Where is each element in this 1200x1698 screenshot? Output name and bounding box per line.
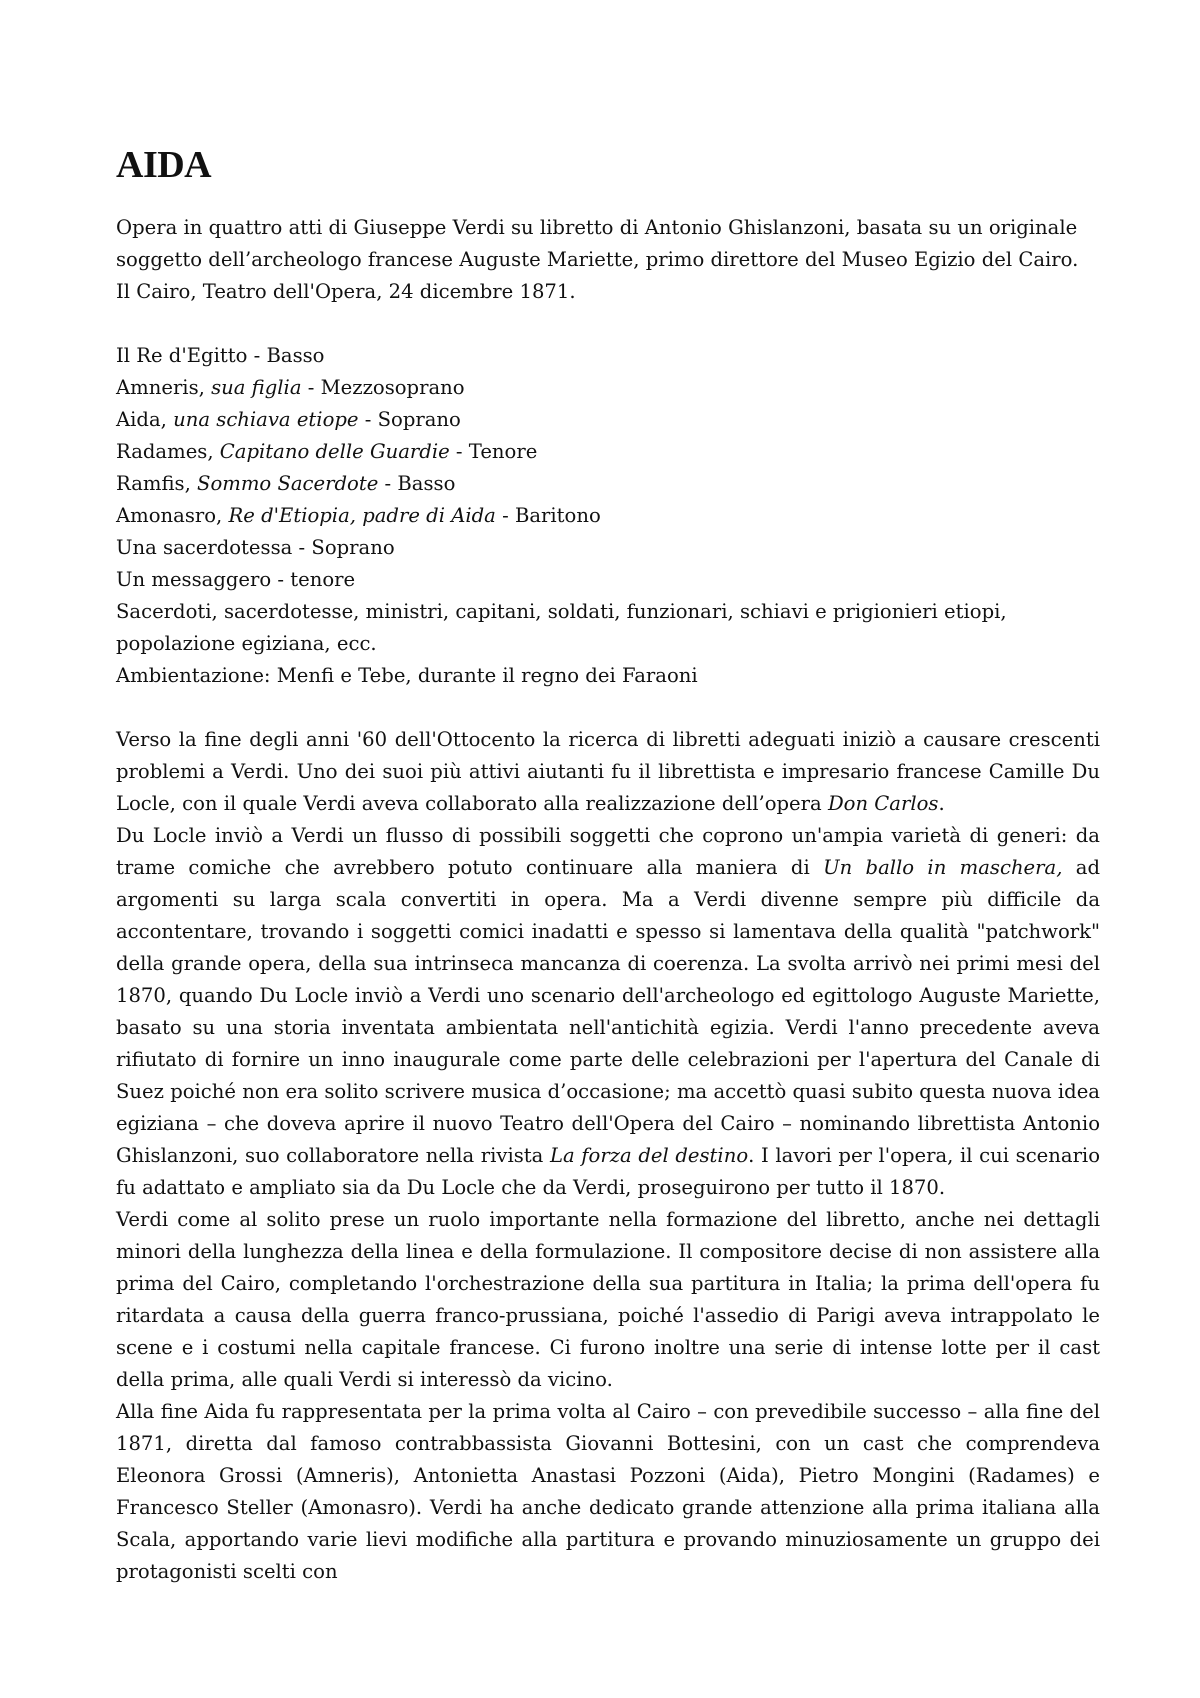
intro-section bbox=[116, 212, 1100, 308]
cast-item: Il Re d'Egitto - Basso bbox=[116, 344, 325, 367]
body-text bbox=[116, 724, 1100, 1588]
document-title: AIDA bbox=[116, 144, 212, 186]
cast-voice: Tenore bbox=[468, 440, 538, 463]
cast-voice: Baritono bbox=[514, 504, 601, 527]
paragraph-text: Du Locle inviò a Verdi un flusso di possibili soggetti che coprono un'ampia varietà di generi: da trame comiche che avrebbero potuto continuare alla maniera di bbox=[116, 824, 1100, 879]
cast-item: Un messaggero - tenore bbox=[116, 568, 356, 591]
work-title: La forza del destino bbox=[549, 1144, 749, 1167]
cast-name: Aida, bbox=[116, 408, 174, 431]
cast-role: Re d'Etiopia, padre di Aida bbox=[228, 504, 496, 527]
cast-voice: Soprano bbox=[377, 408, 461, 431]
cast-item: Ramfis, Sommo Sacerdote - Basso bbox=[116, 472, 456, 495]
cast-role: Capitano delle Guardie bbox=[219, 440, 450, 463]
cast-name: Radames, bbox=[116, 440, 220, 463]
cast-voice: tenore bbox=[290, 568, 356, 591]
setting-info: Ambientazione: Menfi e Tebe, durante il regno dei Faraoni bbox=[116, 664, 698, 687]
paragraph-text: . bbox=[938, 792, 945, 815]
cast-role: una schiava etiope bbox=[173, 408, 359, 431]
cast-role: sua figlia bbox=[211, 376, 302, 399]
cast-name: Il Re d'Egitto bbox=[116, 344, 248, 367]
paragraph bbox=[116, 724, 1100, 820]
cast-voice: Mezzosoprano bbox=[320, 376, 465, 399]
cast-name: Ramfis, bbox=[116, 472, 198, 495]
paragraph bbox=[116, 820, 1100, 1204]
paragraph-text: Verso la fine degli anni '60 dell'Ottocento la ricerca di libretti adeguati iniziò a causare crescenti problemi a Verdi. Uno dei suoi più attivi aiutanti fu il librettista e impresario francese Camille Du Locle, con il quale Verdi aveva collaborato alla realizzazione dell’opera bbox=[116, 728, 1100, 815]
cast-name: Un messaggero bbox=[116, 568, 272, 591]
intro-description: Opera in quattro atti di Giuseppe Verdi su libretto di Antonio Ghislanzoni, basata su un originale soggetto dell’archeologo francese Auguste Mariette, primo direttore del Museo Egizio del Cairo. bbox=[116, 216, 1079, 271]
document-page bbox=[116, 140, 1100, 1588]
paragraph-text: . I lavori per l'opera, il cui scenario fu adattato e ampliato sia da Du Locle che da Verdi, proseguirono per tutto il 1870. bbox=[116, 1144, 1100, 1199]
cast-voice: Soprano bbox=[311, 536, 395, 559]
premiere-info: Il Cairo, Teatro dell'Opera, 24 dicembre 1871. bbox=[116, 280, 576, 303]
cast-voice: Basso bbox=[397, 472, 456, 495]
cast-item: Amonasro, Re d'Etiopia, padre di Aida - Baritono bbox=[116, 504, 601, 527]
chorus-list: Sacerdoti, sacerdotesse, ministri, capitani, soldati, funzionari, schiavi e prigionieri etiopi, popolazione egiziana, ecc. bbox=[116, 600, 1007, 655]
paragraph: Alla fine Aida fu rappresentata per la prima volta al Cairo – con prevedibile successo – alla fine del 1871, diretta dal famoso contrabbassista Giovanni Bottesini, con un cast che comprendeva Eleonora Grossi (Amneris), Antonietta Anastasi Pozzoni (Aida), Pietro Mongini (Radames) e Francesco Steller (Amonasro). Verdi ha anche dedicato grande attenzione alla prima italiana alla Scala, apportando varie lievi modifiche alla partitura e provando minuziosamente un gruppo dei protagonisti scelti con bbox=[116, 1400, 1100, 1583]
cast-item: Amneris, sua figlia - Mezzosoprano bbox=[116, 376, 465, 399]
paragraph: Verdi come al solito prese un ruolo importante nella formazione del libretto, anche nei dettagli minori della lunghezza della linea e della formulazione. Il compositore decise di non assistere alla prima del Cairo, completando l'orchestrazione della sua partitura in Italia; la prima dell'opera fu ritardata a causa della guerra franco-prussiana, poiché l'assedio di Parigi aveva intrappolato le scene e i costumi nella capitale francese. Ci furono inoltre una serie di intense lotte per il cast della prima, alle quali Verdi si interessò da vicino. bbox=[116, 1208, 1100, 1391]
work-title: Un ballo in maschera, bbox=[823, 856, 1063, 879]
cast-item: Aida, una schiava etiope - Soprano bbox=[116, 408, 461, 431]
cast-name: Una sacerdotessa bbox=[116, 536, 293, 559]
cast-name: Amneris, bbox=[116, 376, 212, 399]
cast-item: Una sacerdotessa - Soprano bbox=[116, 536, 395, 559]
cast-voice: Basso bbox=[266, 344, 325, 367]
cast-role: Sommo Sacerdote bbox=[197, 472, 379, 495]
paragraph-text: ad argomenti su larga scala convertiti in opera. Ma a Verdi divenne sempre più difficile da accontentare, trovando i soggetti comici inadatti e spesso si lamentava della qualità "patchwork" della grande opera, della sua intrinseca mancanza di coerenza. La svolta arrivò nei primi mesi del 1870, quando Du Locle inviò a Verdi uno scenario dell'archeologo ed egittologo Auguste Mariette, basato su una storia inventata ambientata nell'antichità egizia. Verdi l'anno precedente aveva rifiutato di fornire un inno inaugurale come parte delle celebrazioni per l'apertura del Canale di Suez poiché non era solito scrivere musica d’occasione; ma accettò quasi subito questa nuova idea egiziana – che doveva aprire il nuovo Teatro dell'Opera del Cairo – nominando librettista Antonio Ghislanzoni, suo collaboratore nella rivista bbox=[116, 856, 1100, 1167]
work-title: Don Carlos bbox=[827, 792, 939, 815]
cast-list bbox=[116, 340, 1100, 692]
cast-item: Radames, Capitano delle Guardie - Tenore bbox=[116, 440, 538, 463]
cast-name: Amonasro, bbox=[116, 504, 229, 527]
